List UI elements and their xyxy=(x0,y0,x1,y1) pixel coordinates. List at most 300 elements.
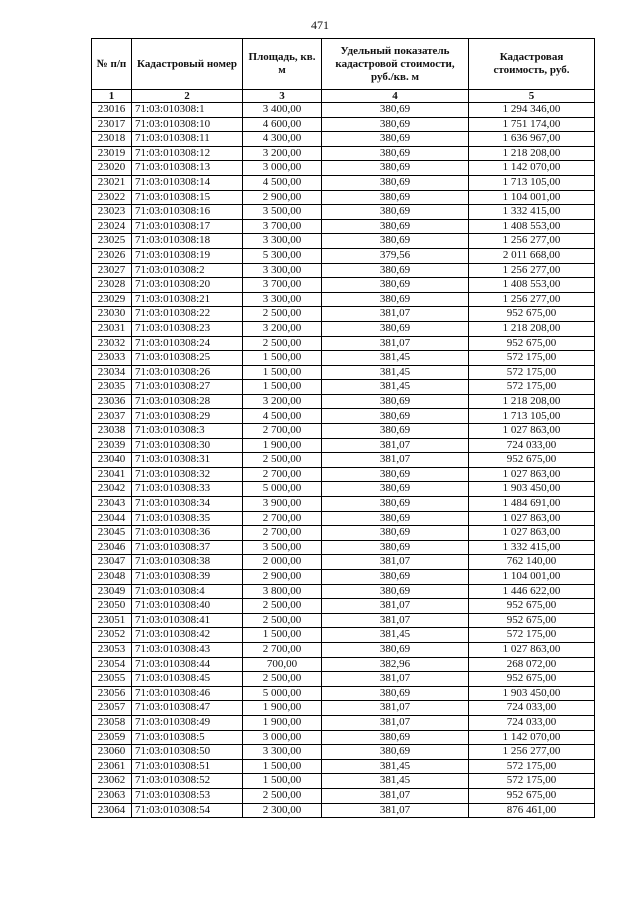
cadastral-number-cell: 71:03:010308:43 xyxy=(132,642,243,657)
table-row xyxy=(92,657,595,672)
row-number-cell: 23055 xyxy=(92,672,132,687)
area-cell: 4 600,00 xyxy=(243,117,322,132)
cadastral-value-cell: 952 675,00 xyxy=(469,307,595,322)
cadastral-value-cell: 1 332 415,00 xyxy=(469,205,595,220)
column-index: 3 xyxy=(243,90,322,103)
cadastral-number-cell: 71:03:010308:34 xyxy=(132,497,243,512)
row-number-cell: 23018 xyxy=(92,132,132,147)
area-cell: 1 500,00 xyxy=(243,351,322,366)
area-cell: 1 500,00 xyxy=(243,759,322,774)
table-body xyxy=(92,103,595,818)
table-row xyxy=(92,788,595,803)
row-number-cell: 23025 xyxy=(92,234,132,249)
row-number-cell: 23031 xyxy=(92,321,132,336)
unit-value-cell: 380,69 xyxy=(322,321,469,336)
cadastral-value-cell: 952 675,00 xyxy=(469,788,595,803)
area-cell: 3 700,00 xyxy=(243,278,322,293)
row-number-cell: 23062 xyxy=(92,774,132,789)
cadastral-value-cell: 572 175,00 xyxy=(469,774,595,789)
table-row xyxy=(92,219,595,234)
row-number-cell: 23056 xyxy=(92,686,132,701)
cadastral-number-cell: 71:03:010308:12 xyxy=(132,146,243,161)
cadastral-number-cell: 71:03:010308:52 xyxy=(132,774,243,789)
unit-value-cell: 381,07 xyxy=(322,715,469,730)
cadastral-value-cell: 724 033,00 xyxy=(469,715,595,730)
column-index: 1 xyxy=(92,90,132,103)
area-cell: 3 500,00 xyxy=(243,540,322,555)
cadastral-value-cell: 1 142 070,00 xyxy=(469,730,595,745)
unit-value-cell: 380,69 xyxy=(322,132,469,147)
column-headers xyxy=(92,39,595,90)
unit-value-cell: 381,07 xyxy=(322,438,469,453)
table-row xyxy=(92,613,595,628)
cadastral-value-cell: 1 446 622,00 xyxy=(469,584,595,599)
area-cell: 3 700,00 xyxy=(243,219,322,234)
table-row xyxy=(92,103,595,118)
unit-value-cell: 381,45 xyxy=(322,365,469,380)
table-row xyxy=(92,628,595,643)
area-cell: 3 000,00 xyxy=(243,730,322,745)
area-cell: 4 500,00 xyxy=(243,409,322,424)
cadastral-value-cell: 952 675,00 xyxy=(469,613,595,628)
cadastral-number-cell: 71:03:010308:19 xyxy=(132,248,243,263)
cadastral-value-cell: 1 027 863,00 xyxy=(469,511,595,526)
table-row xyxy=(92,453,595,468)
row-number-cell: 23030 xyxy=(92,307,132,322)
area-cell: 1 500,00 xyxy=(243,774,322,789)
table-row xyxy=(92,307,595,322)
table-row xyxy=(92,511,595,526)
table-row xyxy=(92,424,595,439)
area-cell: 2 900,00 xyxy=(243,570,322,585)
table-row xyxy=(92,234,595,249)
unit-value-cell: 380,69 xyxy=(322,540,469,555)
area-cell: 4 500,00 xyxy=(243,175,322,190)
cadastral-number-cell: 71:03:010308:18 xyxy=(132,234,243,249)
cadastral-value-cell: 268 072,00 xyxy=(469,657,595,672)
row-number-cell: 23028 xyxy=(92,278,132,293)
table-row xyxy=(92,759,595,774)
unit-value-cell: 381,45 xyxy=(322,380,469,395)
cadastral-number-cell: 71:03:010308:42 xyxy=(132,628,243,643)
cadastral-value-cell: 1 256 277,00 xyxy=(469,292,595,307)
table-row xyxy=(92,117,595,132)
area-cell: 3 200,00 xyxy=(243,321,322,336)
row-number-cell: 23036 xyxy=(92,394,132,409)
unit-value-cell: 380,69 xyxy=(322,497,469,512)
table-row xyxy=(92,394,595,409)
cadastral-number-cell: 71:03:010308:54 xyxy=(132,803,243,818)
area-cell: 2 500,00 xyxy=(243,672,322,687)
cadastral-value-cell: 1 751 174,00 xyxy=(469,117,595,132)
cadastral-value-cell: 572 175,00 xyxy=(469,759,595,774)
cadastral-value-cell: 1 027 863,00 xyxy=(469,642,595,657)
unit-value-cell: 380,69 xyxy=(322,263,469,278)
header-row-number: № п/п xyxy=(92,39,132,90)
area-cell: 1 500,00 xyxy=(243,380,322,395)
table-row xyxy=(92,292,595,307)
row-number-cell: 23039 xyxy=(92,438,132,453)
cadastral-value-cell: 952 675,00 xyxy=(469,672,595,687)
cadastral-number-cell: 71:03:010308:46 xyxy=(132,686,243,701)
table-row xyxy=(92,555,595,570)
cadastral-value-cell: 1 027 863,00 xyxy=(469,526,595,541)
row-number-cell: 23021 xyxy=(92,175,132,190)
table-row xyxy=(92,715,595,730)
cadastral-number-cell: 71:03:010308:14 xyxy=(132,175,243,190)
cadastral-number-cell: 71:03:010308:30 xyxy=(132,438,243,453)
column-index: 5 xyxy=(469,90,595,103)
cadastral-number-cell: 71:03:010308:49 xyxy=(132,715,243,730)
row-number-cell: 23035 xyxy=(92,380,132,395)
cadastral-value-cell: 876 461,00 xyxy=(469,803,595,818)
unit-value-cell: 379,56 xyxy=(322,248,469,263)
row-number-cell: 23064 xyxy=(92,803,132,818)
unit-value-cell: 380,69 xyxy=(322,730,469,745)
table-row xyxy=(92,745,595,760)
cadastral-number-cell: 71:03:010308:40 xyxy=(132,599,243,614)
cadastral-number-cell: 71:03:010308:3 xyxy=(132,424,243,439)
unit-value-cell: 380,69 xyxy=(322,467,469,482)
row-number-cell: 23058 xyxy=(92,715,132,730)
cadastral-value-cell: 724 033,00 xyxy=(469,438,595,453)
table-row xyxy=(92,672,595,687)
cadastral-value-cell: 1 332 415,00 xyxy=(469,540,595,555)
row-number-cell: 23032 xyxy=(92,336,132,351)
table-row xyxy=(92,803,595,818)
cadastral-value-cell: 952 675,00 xyxy=(469,453,595,468)
row-number-cell: 23049 xyxy=(92,584,132,599)
unit-value-cell: 380,69 xyxy=(322,642,469,657)
unit-value-cell: 381,07 xyxy=(322,701,469,716)
cadastral-value-cell: 1 256 277,00 xyxy=(469,263,595,278)
cadastral-number-cell: 71:03:010308:21 xyxy=(132,292,243,307)
unit-value-cell: 380,69 xyxy=(322,234,469,249)
unit-value-cell: 380,69 xyxy=(322,190,469,205)
row-number-cell: 23038 xyxy=(92,424,132,439)
table-row xyxy=(92,336,595,351)
row-number-cell: 23023 xyxy=(92,205,132,220)
row-number-cell: 23037 xyxy=(92,409,132,424)
unit-value-cell: 380,69 xyxy=(322,161,469,176)
cadastral-number-cell: 71:03:010308:51 xyxy=(132,759,243,774)
area-cell: 3 300,00 xyxy=(243,234,322,249)
row-number-cell: 23016 xyxy=(92,103,132,118)
cadastral-value-cell: 1 027 863,00 xyxy=(469,424,595,439)
row-number-cell: 23050 xyxy=(92,599,132,614)
cadastral-value-cell: 1 256 277,00 xyxy=(469,745,595,760)
table-row xyxy=(92,467,595,482)
area-cell: 5 000,00 xyxy=(243,686,322,701)
table-row xyxy=(92,438,595,453)
cadastral-number-cell: 71:03:010308:11 xyxy=(132,132,243,147)
area-cell: 5 300,00 xyxy=(243,248,322,263)
column-index-row xyxy=(92,90,595,103)
cadastral-value-cell: 762 140,00 xyxy=(469,555,595,570)
row-number-cell: 23052 xyxy=(92,628,132,643)
table-row xyxy=(92,146,595,161)
cadastral-value-cell: 1 903 450,00 xyxy=(469,686,595,701)
unit-value-cell: 380,69 xyxy=(322,103,469,118)
table-row xyxy=(92,365,595,380)
unit-value-cell: 380,69 xyxy=(322,424,469,439)
unit-value-cell: 381,45 xyxy=(322,774,469,789)
table-header xyxy=(92,39,595,103)
cadastral-number-cell: 71:03:010308:47 xyxy=(132,701,243,716)
unit-value-cell: 380,69 xyxy=(322,745,469,760)
cadastral-number-cell: 71:03:010308:50 xyxy=(132,745,243,760)
cadastral-number-cell: 71:03:010308:20 xyxy=(132,278,243,293)
cadastral-value-cell: 952 675,00 xyxy=(469,336,595,351)
area-cell: 2 500,00 xyxy=(243,307,322,322)
unit-value-cell: 381,07 xyxy=(322,307,469,322)
area-cell: 3 200,00 xyxy=(243,146,322,161)
unit-value-cell: 380,69 xyxy=(322,394,469,409)
table-row xyxy=(92,205,595,220)
cadastral-number-cell: 71:03:010308:31 xyxy=(132,453,243,468)
cadastral-value-cell: 1 218 208,00 xyxy=(469,321,595,336)
table-row xyxy=(92,248,595,263)
area-cell: 2 700,00 xyxy=(243,467,322,482)
cadastral-number-cell: 71:03:010308:16 xyxy=(132,205,243,220)
table-row xyxy=(92,599,595,614)
area-cell: 3 200,00 xyxy=(243,394,322,409)
cadastral-value-cell: 1 104 001,00 xyxy=(469,190,595,205)
unit-value-cell: 381,45 xyxy=(322,628,469,643)
table-row xyxy=(92,526,595,541)
area-cell: 3 400,00 xyxy=(243,103,322,118)
row-number-cell: 23051 xyxy=(92,613,132,628)
table-row xyxy=(92,686,595,701)
row-number-cell: 23053 xyxy=(92,642,132,657)
cadastral-number-cell: 71:03:010308:10 xyxy=(132,117,243,132)
cadastral-number-cell: 71:03:010308:35 xyxy=(132,511,243,526)
area-cell: 2 900,00 xyxy=(243,190,322,205)
table-row xyxy=(92,497,595,512)
row-number-cell: 23063 xyxy=(92,788,132,803)
unit-value-cell: 380,69 xyxy=(322,511,469,526)
table-row xyxy=(92,161,595,176)
cadastral-number-cell: 71:03:010308:37 xyxy=(132,540,243,555)
cadastral-number-cell: 71:03:010308:28 xyxy=(132,394,243,409)
cadastral-value-cell: 1 484 691,00 xyxy=(469,497,595,512)
row-number-cell: 23024 xyxy=(92,219,132,234)
cadastral-value-cell: 572 175,00 xyxy=(469,365,595,380)
area-cell: 2 700,00 xyxy=(243,642,322,657)
table-row xyxy=(92,701,595,716)
area-cell: 2 700,00 xyxy=(243,526,322,541)
cadastral-number-cell: 71:03:010308:33 xyxy=(132,482,243,497)
cadastral-value-cell: 1 636 967,00 xyxy=(469,132,595,147)
cadastral-value-cell: 2 011 668,00 xyxy=(469,248,595,263)
area-cell: 2 700,00 xyxy=(243,424,322,439)
cadastral-value-cell: 572 175,00 xyxy=(469,351,595,366)
cadastral-value-cell: 1 713 105,00 xyxy=(469,175,595,190)
cadastral-value-cell: 952 675,00 xyxy=(469,599,595,614)
unit-value-cell: 380,69 xyxy=(322,584,469,599)
table-row xyxy=(92,132,595,147)
row-number-cell: 23059 xyxy=(92,730,132,745)
cadastral-value-cell: 1 294 346,00 xyxy=(469,103,595,118)
row-number-cell: 23054 xyxy=(92,657,132,672)
area-cell: 1 900,00 xyxy=(243,715,322,730)
unit-value-cell: 381,07 xyxy=(322,336,469,351)
table-row xyxy=(92,584,595,599)
unit-value-cell: 380,69 xyxy=(322,482,469,497)
cadastral-number-cell: 71:03:010308:45 xyxy=(132,672,243,687)
row-number-cell: 23047 xyxy=(92,555,132,570)
unit-value-cell: 380,69 xyxy=(322,146,469,161)
area-cell: 3 300,00 xyxy=(243,292,322,307)
row-number-cell: 23057 xyxy=(92,701,132,716)
area-cell: 3 000,00 xyxy=(243,161,322,176)
table-row xyxy=(92,570,595,585)
table-row xyxy=(92,409,595,424)
area-cell: 1 900,00 xyxy=(243,438,322,453)
area-cell: 2 500,00 xyxy=(243,453,322,468)
cadastral-number-cell: 71:03:010308:27 xyxy=(132,380,243,395)
unit-value-cell: 381,07 xyxy=(322,803,469,818)
cadastral-value-table xyxy=(91,38,595,818)
unit-value-cell: 380,69 xyxy=(322,278,469,293)
row-number-cell: 23027 xyxy=(92,263,132,278)
unit-value-cell: 381,07 xyxy=(322,555,469,570)
header-cadastral-value: Кадастровая стоимость, руб. xyxy=(469,39,595,90)
unit-value-cell: 380,69 xyxy=(322,409,469,424)
row-number-cell: 23061 xyxy=(92,759,132,774)
cadastral-value-cell: 1 218 208,00 xyxy=(469,146,595,161)
cadastral-value-cell: 1 408 553,00 xyxy=(469,219,595,234)
area-cell: 3 800,00 xyxy=(243,584,322,599)
cadastral-number-cell: 71:03:010308:44 xyxy=(132,657,243,672)
column-index: 4 xyxy=(322,90,469,103)
cadastral-number-cell: 71:03:010308:39 xyxy=(132,570,243,585)
row-number-cell: 23040 xyxy=(92,453,132,468)
unit-value-cell: 380,69 xyxy=(322,205,469,220)
area-cell: 2 300,00 xyxy=(243,803,322,818)
cadastral-value-cell: 1 903 450,00 xyxy=(469,482,595,497)
area-cell: 3 900,00 xyxy=(243,497,322,512)
row-number-cell: 23060 xyxy=(92,745,132,760)
table-row xyxy=(92,540,595,555)
area-cell: 4 300,00 xyxy=(243,132,322,147)
unit-value-cell: 381,45 xyxy=(322,759,469,774)
area-cell: 2 500,00 xyxy=(243,788,322,803)
cadastral-value-cell: 1 256 277,00 xyxy=(469,234,595,249)
cadastral-value-cell: 572 175,00 xyxy=(469,380,595,395)
header-cadastral-number: Кадастровый номер xyxy=(132,39,243,90)
cadastral-number-cell: 71:03:010308:2 xyxy=(132,263,243,278)
cadastral-number-cell: 71:03:010308:32 xyxy=(132,467,243,482)
cadastral-number-cell: 71:03:010308:4 xyxy=(132,584,243,599)
cadastral-value-cell: 1 142 070,00 xyxy=(469,161,595,176)
row-number-cell: 23019 xyxy=(92,146,132,161)
cadastral-number-cell: 71:03:010308:38 xyxy=(132,555,243,570)
row-number-cell: 23041 xyxy=(92,467,132,482)
row-number-cell: 23045 xyxy=(92,526,132,541)
column-index: 2 xyxy=(132,90,243,103)
cadastral-number-cell: 71:03:010308:15 xyxy=(132,190,243,205)
area-cell: 1 500,00 xyxy=(243,628,322,643)
cadastral-number-cell: 71:03:010308:53 xyxy=(132,788,243,803)
cadastral-value-cell: 1 027 863,00 xyxy=(469,467,595,482)
row-number-cell: 23026 xyxy=(92,248,132,263)
unit-value-cell: 381,45 xyxy=(322,351,469,366)
area-cell: 5 000,00 xyxy=(243,482,322,497)
table-row xyxy=(92,774,595,789)
cadastral-value-cell: 1 408 553,00 xyxy=(469,278,595,293)
area-cell: 1 900,00 xyxy=(243,701,322,716)
unit-value-cell: 380,69 xyxy=(322,219,469,234)
table-row xyxy=(92,278,595,293)
area-cell: 3 300,00 xyxy=(243,745,322,760)
row-number-cell: 23017 xyxy=(92,117,132,132)
area-cell: 2 500,00 xyxy=(243,336,322,351)
table-row xyxy=(92,730,595,745)
row-number-cell: 23034 xyxy=(92,365,132,380)
cadastral-number-cell: 71:03:010308:29 xyxy=(132,409,243,424)
area-cell: 700,00 xyxy=(243,657,322,672)
cadastral-value-cell: 1 218 208,00 xyxy=(469,394,595,409)
table-row xyxy=(92,642,595,657)
table-row xyxy=(92,175,595,190)
unit-value-cell: 380,69 xyxy=(322,292,469,307)
cadastral-number-cell: 71:03:010308:36 xyxy=(132,526,243,541)
area-cell: 2 500,00 xyxy=(243,613,322,628)
cadastral-number-cell: 71:03:010308:1 xyxy=(132,103,243,118)
cadastral-number-cell: 71:03:010308:5 xyxy=(132,730,243,745)
cadastral-number-cell: 71:03:010308:41 xyxy=(132,613,243,628)
row-number-cell: 23020 xyxy=(92,161,132,176)
row-number-cell: 23046 xyxy=(92,540,132,555)
unit-value-cell: 380,69 xyxy=(322,117,469,132)
unit-value-cell: 381,07 xyxy=(322,453,469,468)
table-row xyxy=(92,263,595,278)
cadastral-number-cell: 71:03:010308:26 xyxy=(132,365,243,380)
cadastral-number-cell: 71:03:010308:13 xyxy=(132,161,243,176)
cadastral-value-cell: 1 713 105,00 xyxy=(469,409,595,424)
cadastral-number-cell: 71:03:010308:23 xyxy=(132,321,243,336)
row-number-cell: 23029 xyxy=(92,292,132,307)
area-cell: 1 500,00 xyxy=(243,365,322,380)
table-row xyxy=(92,482,595,497)
table-row xyxy=(92,321,595,336)
cadastral-number-cell: 71:03:010308:17 xyxy=(132,219,243,234)
header-area: Площадь, кв. м xyxy=(243,39,322,90)
area-cell: 2 700,00 xyxy=(243,511,322,526)
unit-value-cell: 381,07 xyxy=(322,599,469,614)
page-number: 471 xyxy=(311,18,329,32)
cadastral-value-cell: 724 033,00 xyxy=(469,701,595,716)
row-number-cell: 23033 xyxy=(92,351,132,366)
cadastral-number-cell: 71:03:010308:25 xyxy=(132,351,243,366)
area-cell: 2 000,00 xyxy=(243,555,322,570)
row-number-cell: 23022 xyxy=(92,190,132,205)
cadastral-value-cell: 572 175,00 xyxy=(469,628,595,643)
area-cell: 3 500,00 xyxy=(243,205,322,220)
header-unit-value: Удельный показатель кадастровой стоимости, руб./кв. м xyxy=(322,39,469,90)
table-row xyxy=(92,380,595,395)
table-row xyxy=(92,190,595,205)
row-number-cell: 23043 xyxy=(92,497,132,512)
row-number-cell: 23048 xyxy=(92,570,132,585)
unit-value-cell: 382,96 xyxy=(322,657,469,672)
unit-value-cell: 380,69 xyxy=(322,175,469,190)
unit-value-cell: 381,07 xyxy=(322,672,469,687)
unit-value-cell: 381,07 xyxy=(322,613,469,628)
row-number-cell: 23044 xyxy=(92,511,132,526)
table-row xyxy=(92,351,595,366)
